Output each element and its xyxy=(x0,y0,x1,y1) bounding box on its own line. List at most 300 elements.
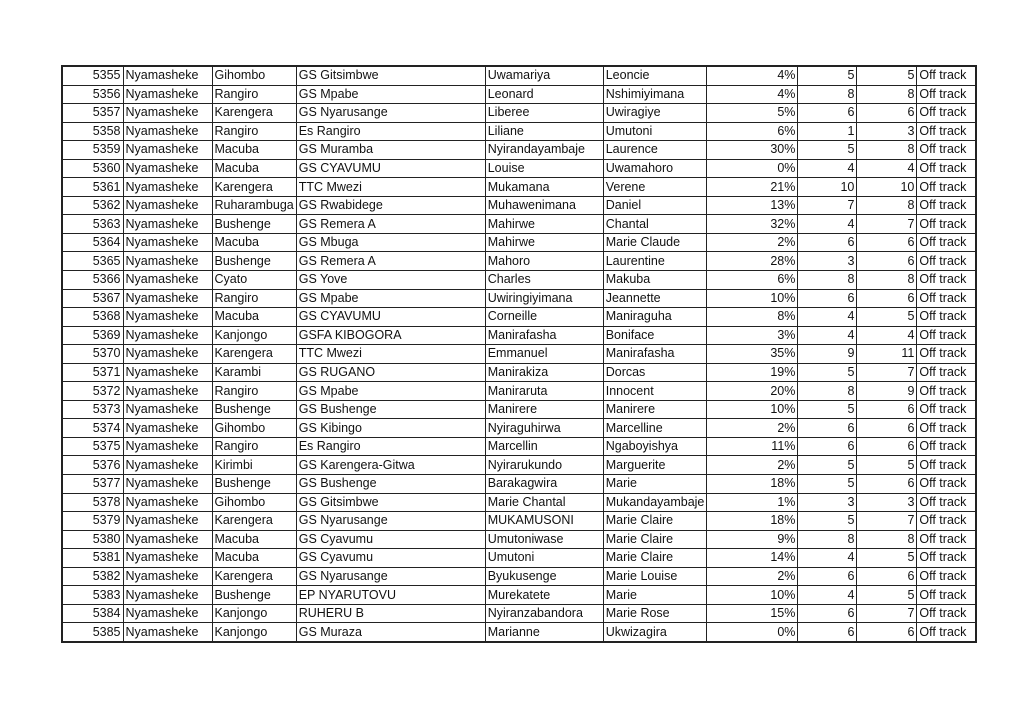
cell-district: Nyamasheke xyxy=(123,122,212,141)
cell-sector: Cyato xyxy=(212,271,296,290)
cell-score-b: 10 xyxy=(857,178,917,197)
cell-last-name: Louise xyxy=(485,159,603,178)
cell-percentage: 32% xyxy=(707,215,798,234)
cell-row-id: 5381 xyxy=(62,549,123,568)
cell-row-id: 5362 xyxy=(62,196,123,215)
cell-status: Off track xyxy=(917,159,976,178)
table-row xyxy=(62,437,976,456)
table-row xyxy=(62,586,976,605)
cell-last-name: Nyirandayambaje xyxy=(485,141,603,160)
cell-school: GS Yove xyxy=(296,271,485,290)
cell-last-name: Uwiringiyimana xyxy=(485,289,603,308)
cell-school: GS Remera A xyxy=(296,252,485,271)
cell-score-a: 5 xyxy=(798,400,857,419)
cell-score-b: 4 xyxy=(857,159,917,178)
cell-percentage: 19% xyxy=(707,363,798,382)
cell-status: Off track xyxy=(917,233,976,252)
cell-school: GS Karengera-Gitwa xyxy=(296,456,485,475)
table-row xyxy=(62,104,976,123)
cell-row-id: 5373 xyxy=(62,400,123,419)
cell-status: Off track xyxy=(917,178,976,197)
cell-row-id: 5361 xyxy=(62,178,123,197)
cell-district: Nyamasheke xyxy=(123,159,212,178)
cell-school: GS Cyavumu xyxy=(296,549,485,568)
cell-sector: Macuba xyxy=(212,308,296,327)
cell-percentage: 2% xyxy=(707,233,798,252)
cell-sector: Kirimbi xyxy=(212,456,296,475)
cell-score-b: 11 xyxy=(857,345,917,364)
cell-percentage: 30% xyxy=(707,141,798,160)
cell-status: Off track xyxy=(917,530,976,549)
cell-score-b: 6 xyxy=(857,233,917,252)
cell-first-name: Marie xyxy=(603,586,707,605)
cell-status: Off track xyxy=(917,215,976,234)
cell-district: Nyamasheke xyxy=(123,66,212,85)
table-row xyxy=(62,567,976,586)
cell-percentage: 13% xyxy=(707,196,798,215)
cell-score-a: 6 xyxy=(798,233,857,252)
cell-district: Nyamasheke xyxy=(123,363,212,382)
cell-sector: Rangiro xyxy=(212,85,296,104)
cell-school: GS Muramba xyxy=(296,141,485,160)
cell-score-a: 8 xyxy=(798,271,857,290)
cell-score-b: 8 xyxy=(857,196,917,215)
cell-district: Nyamasheke xyxy=(123,549,212,568)
cell-score-b: 5 xyxy=(857,66,917,85)
cell-sector: Bushenge xyxy=(212,252,296,271)
cell-status: Off track xyxy=(917,419,976,438)
cell-school: GS Mbuga xyxy=(296,233,485,252)
cell-first-name: Laurence xyxy=(603,141,707,160)
cell-school: GS Rwabidege xyxy=(296,196,485,215)
cell-district: Nyamasheke xyxy=(123,326,212,345)
cell-status: Off track xyxy=(917,400,976,419)
table-row xyxy=(62,85,976,104)
table-row xyxy=(62,308,976,327)
cell-score-a: 6 xyxy=(798,419,857,438)
cell-school: GS Bushenge xyxy=(296,400,485,419)
cell-last-name: Mahirwe xyxy=(485,215,603,234)
cell-percentage: 6% xyxy=(707,122,798,141)
cell-score-a: 6 xyxy=(798,604,857,623)
cell-school: GS Nyarusange xyxy=(296,104,485,123)
cell-percentage: 14% xyxy=(707,549,798,568)
table-row xyxy=(62,66,976,85)
cell-school: TTC Mwezi xyxy=(296,345,485,364)
cell-status: Off track xyxy=(917,271,976,290)
cell-sector: Gihombo xyxy=(212,419,296,438)
cell-score-b: 4 xyxy=(857,326,917,345)
cell-percentage: 0% xyxy=(707,159,798,178)
cell-score-a: 5 xyxy=(798,66,857,85)
table-row xyxy=(62,289,976,308)
table-row xyxy=(62,363,976,382)
table-row xyxy=(62,196,976,215)
cell-row-id: 5365 xyxy=(62,252,123,271)
cell-first-name: Manirafasha xyxy=(603,345,707,364)
cell-district: Nyamasheke xyxy=(123,512,212,531)
cell-status: Off track xyxy=(917,623,976,642)
cell-score-a: 10 xyxy=(798,178,857,197)
cell-sector: Rangiro xyxy=(212,122,296,141)
cell-district: Nyamasheke xyxy=(123,586,212,605)
cell-first-name: Maniraguha xyxy=(603,308,707,327)
cell-score-a: 5 xyxy=(798,363,857,382)
table-row xyxy=(62,159,976,178)
cell-district: Nyamasheke xyxy=(123,252,212,271)
cell-score-b: 7 xyxy=(857,215,917,234)
cell-score-a: 7 xyxy=(798,196,857,215)
cell-sector: Gihombo xyxy=(212,493,296,512)
cell-status: Off track xyxy=(917,437,976,456)
cell-first-name: Marie Claire xyxy=(603,512,707,531)
table-row xyxy=(62,400,976,419)
cell-district: Nyamasheke xyxy=(123,233,212,252)
cell-first-name: Marie Claude xyxy=(603,233,707,252)
cell-school: TTC Mwezi xyxy=(296,178,485,197)
cell-district: Nyamasheke xyxy=(123,271,212,290)
cell-status: Off track xyxy=(917,456,976,475)
cell-score-b: 5 xyxy=(857,308,917,327)
cell-school: GS Mpabe xyxy=(296,289,485,308)
cell-sector: Karengera xyxy=(212,512,296,531)
cell-district: Nyamasheke xyxy=(123,85,212,104)
cell-row-id: 5372 xyxy=(62,382,123,401)
cell-percentage: 18% xyxy=(707,512,798,531)
table-row xyxy=(62,271,976,290)
cell-percentage: 2% xyxy=(707,419,798,438)
cell-first-name: Jeannette xyxy=(603,289,707,308)
cell-percentage: 11% xyxy=(707,437,798,456)
cell-percentage: 21% xyxy=(707,178,798,197)
cell-row-id: 5363 xyxy=(62,215,123,234)
cell-first-name: Chantal xyxy=(603,215,707,234)
cell-status: Off track xyxy=(917,252,976,271)
cell-first-name: Daniel xyxy=(603,196,707,215)
cell-score-a: 6 xyxy=(798,623,857,642)
cell-percentage: 4% xyxy=(707,66,798,85)
cell-sector: Gihombo xyxy=(212,66,296,85)
cell-school: GS Bushenge xyxy=(296,475,485,494)
cell-school: GS Remera A xyxy=(296,215,485,234)
cell-last-name: Corneille xyxy=(485,308,603,327)
table-body xyxy=(62,66,976,642)
cell-district: Nyamasheke xyxy=(123,178,212,197)
cell-first-name: Marcelline xyxy=(603,419,707,438)
cell-status: Off track xyxy=(917,567,976,586)
cell-score-b: 8 xyxy=(857,85,917,104)
cell-district: Nyamasheke xyxy=(123,104,212,123)
cell-percentage: 2% xyxy=(707,456,798,475)
cell-score-b: 8 xyxy=(857,141,917,160)
cell-first-name: Marie Claire xyxy=(603,530,707,549)
cell-last-name: Manirafasha xyxy=(485,326,603,345)
cell-score-b: 5 xyxy=(857,586,917,605)
cell-percentage: 35% xyxy=(707,345,798,364)
cell-first-name: Marie xyxy=(603,475,707,494)
cell-sector: Karengera xyxy=(212,345,296,364)
cell-score-a: 5 xyxy=(798,475,857,494)
cell-row-id: 5355 xyxy=(62,66,123,85)
cell-score-a: 1 xyxy=(798,122,857,141)
cell-district: Nyamasheke xyxy=(123,456,212,475)
cell-sector: Kanjongo xyxy=(212,604,296,623)
cell-percentage: 18% xyxy=(707,475,798,494)
cell-last-name: Muhawenimana xyxy=(485,196,603,215)
cell-status: Off track xyxy=(917,104,976,123)
cell-row-id: 5379 xyxy=(62,512,123,531)
cell-status: Off track xyxy=(917,493,976,512)
cell-score-a: 8 xyxy=(798,382,857,401)
cell-row-id: 5357 xyxy=(62,104,123,123)
cell-score-b: 6 xyxy=(857,475,917,494)
cell-last-name: Manirere xyxy=(485,400,603,419)
cell-score-a: 8 xyxy=(798,85,857,104)
cell-score-a: 6 xyxy=(798,104,857,123)
table-row xyxy=(62,122,976,141)
cell-first-name: Verene xyxy=(603,178,707,197)
cell-status: Off track xyxy=(917,363,976,382)
cell-score-a: 8 xyxy=(798,530,857,549)
cell-district: Nyamasheke xyxy=(123,493,212,512)
cell-score-a: 9 xyxy=(798,345,857,364)
table-row xyxy=(62,549,976,568)
cell-first-name: Uwamahoro xyxy=(603,159,707,178)
cell-school: GS CYAVUMU xyxy=(296,159,485,178)
cell-score-a: 4 xyxy=(798,549,857,568)
cell-first-name: Nshimiyimana xyxy=(603,85,707,104)
cell-last-name: Nyiranzabandora xyxy=(485,604,603,623)
cell-percentage: 1% xyxy=(707,493,798,512)
cell-status: Off track xyxy=(917,382,976,401)
cell-school: GS RUGANO xyxy=(296,363,485,382)
cell-score-a: 6 xyxy=(798,567,857,586)
cell-last-name: Liberee xyxy=(485,104,603,123)
table-row xyxy=(62,493,976,512)
cell-sector: Bushenge xyxy=(212,475,296,494)
cell-percentage: 4% xyxy=(707,85,798,104)
cell-school: GS Mpabe xyxy=(296,85,485,104)
table-row xyxy=(62,326,976,345)
cell-row-id: 5368 xyxy=(62,308,123,327)
cell-sector: Bushenge xyxy=(212,400,296,419)
cell-last-name: Marcellin xyxy=(485,437,603,456)
cell-percentage: 9% xyxy=(707,530,798,549)
cell-first-name: Ukwizagira xyxy=(603,623,707,642)
cell-score-a: 4 xyxy=(798,159,857,178)
cell-sector: Rangiro xyxy=(212,382,296,401)
cell-score-a: 4 xyxy=(798,586,857,605)
cell-percentage: 2% xyxy=(707,567,798,586)
cell-status: Off track xyxy=(917,549,976,568)
cell-score-b: 8 xyxy=(857,530,917,549)
cell-district: Nyamasheke xyxy=(123,419,212,438)
table-row xyxy=(62,345,976,364)
cell-score-b: 7 xyxy=(857,604,917,623)
cell-school: RUHERU B xyxy=(296,604,485,623)
cell-percentage: 28% xyxy=(707,252,798,271)
cell-row-id: 5378 xyxy=(62,493,123,512)
cell-school: GS Mpabe xyxy=(296,382,485,401)
cell-first-name: Manirere xyxy=(603,400,707,419)
cell-row-id: 5376 xyxy=(62,456,123,475)
table-row xyxy=(62,604,976,623)
cell-score-a: 3 xyxy=(798,252,857,271)
cell-last-name: Umutoni xyxy=(485,549,603,568)
cell-last-name: Barakagwira xyxy=(485,475,603,494)
cell-last-name: Uwamariya xyxy=(485,66,603,85)
cell-row-id: 5366 xyxy=(62,271,123,290)
cell-last-name: Nyiraguhirwa xyxy=(485,419,603,438)
cell-row-id: 5380 xyxy=(62,530,123,549)
table-row xyxy=(62,141,976,160)
cell-score-b: 6 xyxy=(857,252,917,271)
cell-school: Es Rangiro xyxy=(296,122,485,141)
cell-score-a: 4 xyxy=(798,215,857,234)
cell-row-id: 5384 xyxy=(62,604,123,623)
cell-first-name: Umutoni xyxy=(603,122,707,141)
cell-sector: Karengera xyxy=(212,178,296,197)
cell-score-b: 6 xyxy=(857,623,917,642)
cell-row-id: 5383 xyxy=(62,586,123,605)
cell-last-name: Charles xyxy=(485,271,603,290)
cell-last-name: Umutoniwase xyxy=(485,530,603,549)
cell-first-name: Boniface xyxy=(603,326,707,345)
cell-school: GS CYAVUMU xyxy=(296,308,485,327)
cell-sector: Ruharambuga xyxy=(212,196,296,215)
cell-status: Off track xyxy=(917,586,976,605)
cell-sector: Macuba xyxy=(212,549,296,568)
cell-score-b: 7 xyxy=(857,363,917,382)
cell-school: GS Nyarusange xyxy=(296,512,485,531)
cell-last-name: Manirakiza xyxy=(485,363,603,382)
cell-last-name: Maniraruta xyxy=(485,382,603,401)
cell-percentage: 8% xyxy=(707,308,798,327)
table-row xyxy=(62,456,976,475)
cell-last-name: Byukusenge xyxy=(485,567,603,586)
cell-sector: Macuba xyxy=(212,141,296,160)
cell-score-b: 6 xyxy=(857,437,917,456)
cell-status: Off track xyxy=(917,512,976,531)
cell-district: Nyamasheke xyxy=(123,141,212,160)
cell-row-id: 5375 xyxy=(62,437,123,456)
cell-percentage: 10% xyxy=(707,289,798,308)
cell-sector: Macuba xyxy=(212,233,296,252)
cell-district: Nyamasheke xyxy=(123,400,212,419)
cell-first-name: Ngaboyishya xyxy=(603,437,707,456)
cell-first-name: Marie Claire xyxy=(603,549,707,568)
cell-row-id: 5367 xyxy=(62,289,123,308)
cell-sector: Karengera xyxy=(212,567,296,586)
cell-score-a: 4 xyxy=(798,308,857,327)
table-row xyxy=(62,419,976,438)
cell-sector: Karengera xyxy=(212,104,296,123)
cell-school: GS Gitsimbwe xyxy=(296,66,485,85)
cell-school: GSFA KIBOGORA xyxy=(296,326,485,345)
cell-district: Nyamasheke xyxy=(123,215,212,234)
cell-sector: Bushenge xyxy=(212,215,296,234)
cell-first-name: Dorcas xyxy=(603,363,707,382)
cell-status: Off track xyxy=(917,66,976,85)
cell-status: Off track xyxy=(917,141,976,160)
cell-percentage: 6% xyxy=(707,271,798,290)
cell-school: GS Kibingo xyxy=(296,419,485,438)
cell-first-name: Uwiragiye xyxy=(603,104,707,123)
cell-score-b: 6 xyxy=(857,104,917,123)
table-row xyxy=(62,382,976,401)
cell-status: Off track xyxy=(917,289,976,308)
table-row xyxy=(62,512,976,531)
cell-status: Off track xyxy=(917,604,976,623)
data-table xyxy=(61,65,977,643)
cell-percentage: 0% xyxy=(707,623,798,642)
cell-status: Off track xyxy=(917,308,976,327)
cell-score-b: 6 xyxy=(857,419,917,438)
table-row xyxy=(62,215,976,234)
cell-score-b: 5 xyxy=(857,456,917,475)
cell-first-name: Marguerite xyxy=(603,456,707,475)
table-row xyxy=(62,233,976,252)
cell-status: Off track xyxy=(917,345,976,364)
cell-district: Nyamasheke xyxy=(123,475,212,494)
cell-district: Nyamasheke xyxy=(123,567,212,586)
cell-score-b: 6 xyxy=(857,289,917,308)
cell-last-name: Murekatete xyxy=(485,586,603,605)
cell-last-name: Marianne xyxy=(485,623,603,642)
cell-row-id: 5369 xyxy=(62,326,123,345)
cell-row-id: 5370 xyxy=(62,345,123,364)
cell-sector: Rangiro xyxy=(212,437,296,456)
table-row xyxy=(62,178,976,197)
cell-percentage: 15% xyxy=(707,604,798,623)
cell-last-name: Liliane xyxy=(485,122,603,141)
cell-district: Nyamasheke xyxy=(123,289,212,308)
cell-school: GS Cyavumu xyxy=(296,530,485,549)
cell-district: Nyamasheke xyxy=(123,623,212,642)
table-row xyxy=(62,252,976,271)
cell-score-b: 7 xyxy=(857,512,917,531)
cell-row-id: 5364 xyxy=(62,233,123,252)
cell-percentage: 10% xyxy=(707,400,798,419)
cell-first-name: Innocent xyxy=(603,382,707,401)
cell-score-a: 4 xyxy=(798,326,857,345)
cell-percentage: 3% xyxy=(707,326,798,345)
cell-school: GS Nyarusange xyxy=(296,567,485,586)
cell-first-name: Leoncie xyxy=(603,66,707,85)
cell-percentage: 20% xyxy=(707,382,798,401)
table-row xyxy=(62,530,976,549)
cell-district: Nyamasheke xyxy=(123,437,212,456)
cell-status: Off track xyxy=(917,196,976,215)
cell-district: Nyamasheke xyxy=(123,308,212,327)
cell-school: GS Muraza xyxy=(296,623,485,642)
cell-status: Off track xyxy=(917,85,976,104)
cell-first-name: Laurentine xyxy=(603,252,707,271)
cell-district: Nyamasheke xyxy=(123,196,212,215)
cell-last-name: Nyirarukundo xyxy=(485,456,603,475)
cell-sector: Kanjongo xyxy=(212,326,296,345)
cell-last-name: Emmanuel xyxy=(485,345,603,364)
cell-status: Off track xyxy=(917,122,976,141)
cell-last-name: Marie Chantal xyxy=(485,493,603,512)
cell-last-name: MUKAMUSONI xyxy=(485,512,603,531)
cell-row-id: 5385 xyxy=(62,623,123,642)
cell-school: Es Rangiro xyxy=(296,437,485,456)
cell-score-b: 9 xyxy=(857,382,917,401)
cell-score-a: 5 xyxy=(798,512,857,531)
cell-row-id: 5371 xyxy=(62,363,123,382)
table-row xyxy=(62,623,976,642)
